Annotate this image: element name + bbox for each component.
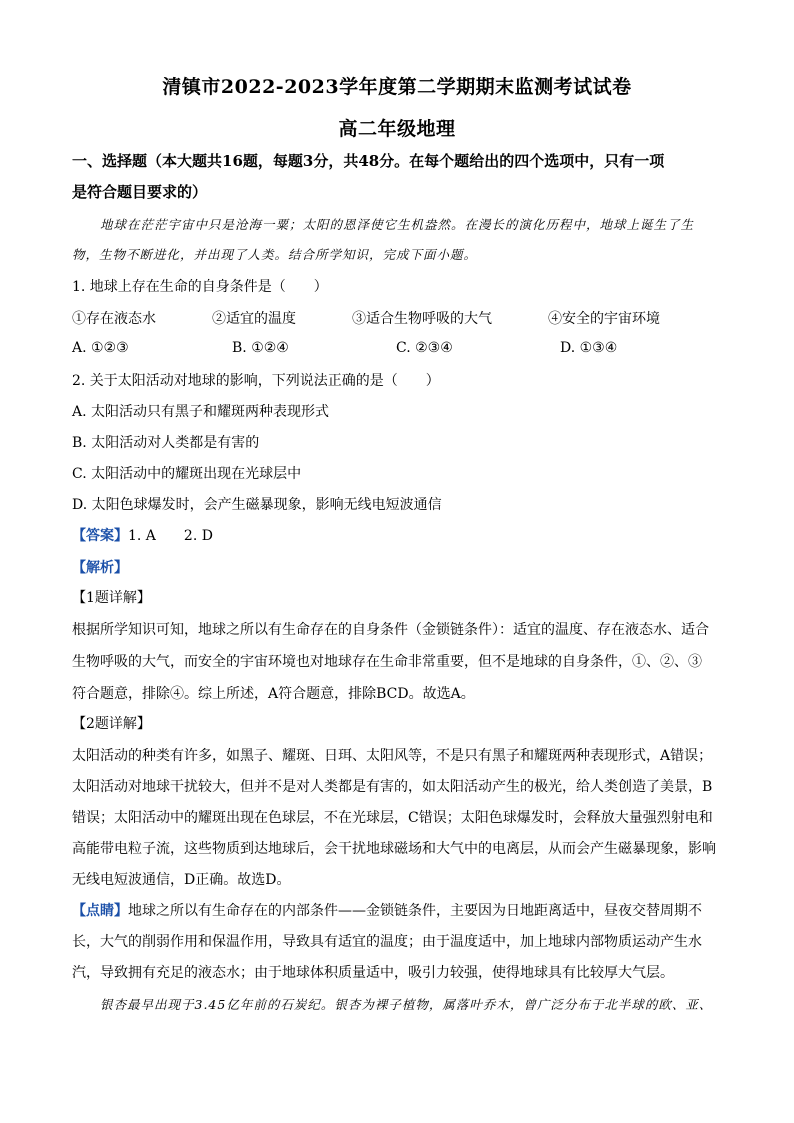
q2-option-d: D. 太阳色球爆发时，会产生磁暴现象，影响无线电短波通信 <box>72 497 442 513</box>
answer-line <box>72 525 213 545</box>
q2-option-c: C. 太阳活动中的耀斑出现在光球层中 <box>72 466 302 482</box>
section-heading-line1: 一、选择题（本大题共16题，每题3分，共48分。在每个题给出的四个选项中，只有一项 <box>72 152 665 170</box>
q1-option-b: B. ①②④ <box>232 340 289 356</box>
pointer-tag: 【点睛】 <box>72 903 128 919</box>
detail1-line1: 根据所学知识可知，地球之所以有生命存在的自身条件（金锁链条件）：适宜的温度、存在液态水、适合 <box>72 622 709 638</box>
q1-item-2: ②适宜的温度 <box>212 311 296 327</box>
q1-item-1: ①存在液态水 <box>72 311 156 327</box>
detail2-line1: 太阳活动的种类有许多，如黑子、耀斑、日珥、太阳风等，不是只有黑子和耀斑两种表现形式，A错误； <box>72 748 713 764</box>
q1-option-d: D. ①③④ <box>560 340 618 356</box>
detail2-line5: 无线电短波通信，D正确。故选D。 <box>72 872 291 888</box>
detail2-line3: 错误；太阳活动中的耀斑出现在色球层，不在光球层，C错误；太阳色球爆发时，会释放大量强烈射电和 <box>72 810 713 826</box>
passage1-line2: 物，生物不断进化，并出现了人类。结合所学知识，完成下面小题。 <box>72 247 478 262</box>
answer-text: 1. A 2. D <box>128 528 213 544</box>
detail1-heading: 【1题详解】 <box>72 590 151 606</box>
detail2-heading: 【2题详解】 <box>72 716 151 732</box>
pointer-line2: 长，大气的削弱作用和保温作用，导致具有适宜的温度；由于温度适中，加上地球内部物质运动产生水 <box>72 934 702 950</box>
analysis-heading <box>72 557 128 577</box>
section-heading-line2: 是符合题目要求的） <box>72 183 208 201</box>
question2-stem: 2. 关于太阳活动对地球的影响，下列说法正确的是（ ） <box>72 373 440 389</box>
pointer-line1 <box>72 900 702 920</box>
detail2-line4: 高能带电粒子流，这些物质到达地球后，会干扰地球磁场和大气中的电离层，从而会产生磁暴现象，影响 <box>72 841 716 857</box>
passage2-line1: 银杏最早出现于3.45亿年前的石炭纪。银杏为裸子植物，属落叶乔木，曾广泛分布于北半球的欧、亚、 <box>100 997 713 1012</box>
exam-title: 清镇市2022-2023学年度第二学期期末监测考试试卷 <box>162 76 632 98</box>
question1-stem: 1. 地球上存在生命的自身条件是（ ） <box>72 279 328 295</box>
analysis-tag: 【解析】 <box>72 560 128 576</box>
answer-tag: 【答案】 <box>72 528 128 544</box>
q1-option-c: C. ②③④ <box>396 340 453 356</box>
pointer-text-1: 地球之所以有生命存在的内部条件——金锁链条件，主要因为日地距离适中，昼夜交替周期不 <box>128 903 702 919</box>
detail1-line2: 生物呼吸的大气，而安全的宇宙环境也对地球存在生命非常重要，但不是地球的自身条件，①、②、③ <box>72 654 702 670</box>
q2-option-b: B. 太阳活动对人类都是有害的 <box>72 435 260 451</box>
exam-subtitle: 高二年级地理 <box>338 118 456 140</box>
pointer-line3: 汽，导致拥有充足的液态水；由于地球体积质量适中，吸引力较强，使得地球具有比较厚大气层。 <box>72 965 674 981</box>
q1-item-4: ④安全的宇宙环境 <box>548 311 660 327</box>
q2-option-a: A. 太阳活动只有黑子和耀斑两种表现形式 <box>72 404 330 420</box>
passage1-line1: 地球在茫茫宇宙中只是沧海一粟；太阳的恩泽使它生机盎然。在漫长的演化历程中，地球上诞生了生 <box>100 217 695 232</box>
q1-item-3: ③适合生物呼吸的大气 <box>352 311 492 327</box>
q1-option-a: A. ①②③ <box>72 340 129 356</box>
detail1-line3: 符合题意，排除④。综上所述，A符合题意，排除BCD。故选A。 <box>72 686 475 702</box>
detail2-line2: 太阳活动对地球干扰较大，但并不是对人类都是有害的，如太阳活动产生的极光，给人类创造了美景，B <box>72 779 713 795</box>
